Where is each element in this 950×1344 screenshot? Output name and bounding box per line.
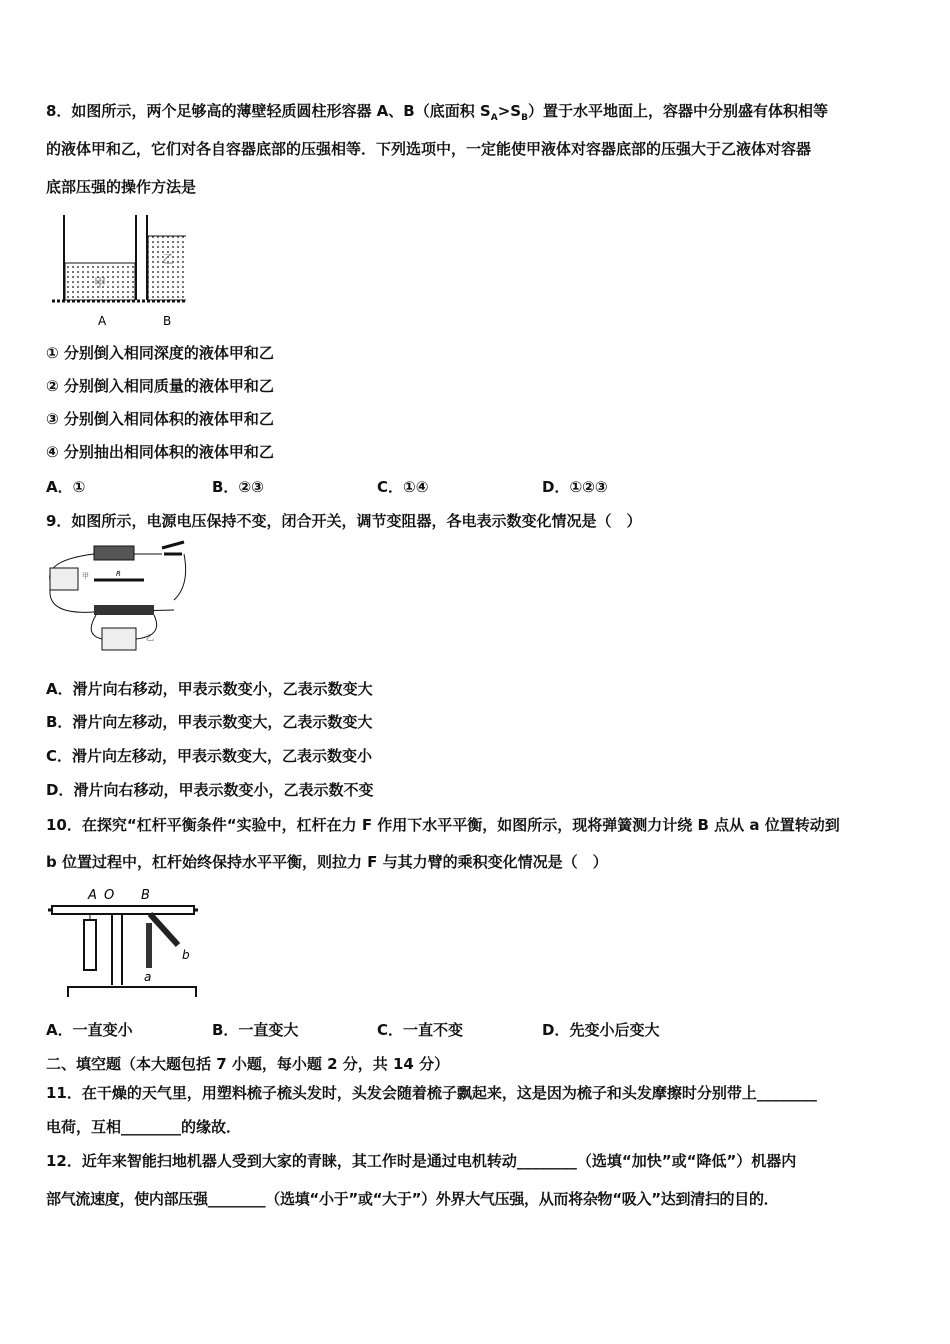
q8-choice-d: D．①②③	[542, 478, 608, 496]
point-o-label: O	[104, 888, 115, 903]
q8-line-2: 的液体甲和乙，它们对各自容器底部的压强相等．下列选项中，一定能使甲液体对容器底部的压强大于乙液体对容器	[46, 140, 812, 158]
q12-line-1: 12．近年来智能扫地机器人受到大家的青睐，其工作时是通过电机转动________（选填“加快”或“降低”）机器内	[46, 1152, 797, 1170]
q10-choice-d: D．先变小后变大	[542, 1021, 660, 1039]
q8-statement-1: ① 分别倒入相同深度的液体甲和乙	[46, 344, 274, 362]
point-a-label: A	[88, 888, 97, 903]
q8-statement-3: ③ 分别倒入相同体积的液体甲和乙	[46, 410, 274, 428]
q11-line-1: 11．在干燥的天气里，用塑料梳子梳头发时，头发会随着梳子飘起来，这是因为梳子和头发摩擦时分别带上________	[46, 1084, 817, 1102]
q11-line-2: 电荷，互相________的缘故．	[46, 1118, 242, 1136]
q10-line-2: b 位置过程中，杠杆始终保持水平平衡，则拉力 F 与其力臂的乘积变化情况是（ ）	[46, 853, 608, 871]
q9-choice-b: B．滑片向左移动，甲表示数变大，乙表示数变大	[46, 713, 373, 731]
q8-statement-4: ④ 分别抽出相同体积的液体甲和乙	[46, 443, 274, 461]
q9-choice-d: D．滑片向右移动，甲表示数变小，乙表示数不变	[46, 781, 374, 799]
q10-choice-a: A．一直变小	[46, 1021, 133, 1039]
q9-circuit-figure	[44, 540, 190, 658]
point-b-label: B	[141, 888, 150, 903]
section-2-heading: 二、填空题（本大题包括 7 小题，每小题 2 分，共 14 分）	[46, 1055, 450, 1073]
q8-line-3: 底部压强的操作方法是	[46, 178, 197, 196]
q8-statement-2: ② 分别倒入相同质量的液体甲和乙	[46, 377, 274, 395]
q12-line-2: 部气流速度，使内部压强________（选填“小于”或“大于”）外界大气压强，从而将杂物“吸入”达到清扫的目的．	[46, 1190, 779, 1208]
position-b-label: b	[182, 948, 190, 962]
meter-yi-label: 乙	[146, 633, 154, 642]
meter-jia-label: 甲	[82, 572, 89, 580]
resistor-label: R	[116, 570, 121, 578]
q8-choice-b: B．②③	[212, 478, 264, 496]
q10-line-1: 10．在探究“杠杆平衡条件“实验中，杠杆在力 F 作用下水平平衡，如图所示，现将弹簧测力计绕 B 点从 a 位置转动到	[46, 816, 840, 834]
liquid-yi-label: 乙	[162, 252, 175, 266]
container-a-label: A	[98, 314, 107, 328]
q8-choice-a: A．①	[46, 478, 86, 496]
container-b-label: B	[163, 314, 172, 328]
q10-lever-figure	[46, 885, 206, 1000]
q9-stem: 9．如图所示，电源电压保持不变，闭合开关，调节变阻器，各电表示数变化情况是（ ）	[46, 512, 642, 530]
q9-choice-a: A．滑片向右移动，甲表示数变小，乙表示数变大	[46, 680, 373, 698]
q8-containers-figure	[46, 205, 186, 330]
liquid-jia-label: 甲	[94, 276, 107, 290]
position-a-label: a	[144, 970, 152, 984]
q8-choice-c: C．①④	[377, 478, 429, 496]
q10-choice-b: B．一直变大	[212, 1021, 299, 1039]
q10-choice-c: C．一直不变	[377, 1021, 464, 1039]
q9-choice-c: C．滑片向左移动，甲表示数变大，乙表示数变小	[46, 747, 373, 765]
q8-line-1: 8．如图所示，两个足够高的薄壁轻质圆柱形容器 A、B（底面积 $S_A>S_B$）置于水平地面上，容器中分别盛有体积相等	[46, 102, 828, 123]
